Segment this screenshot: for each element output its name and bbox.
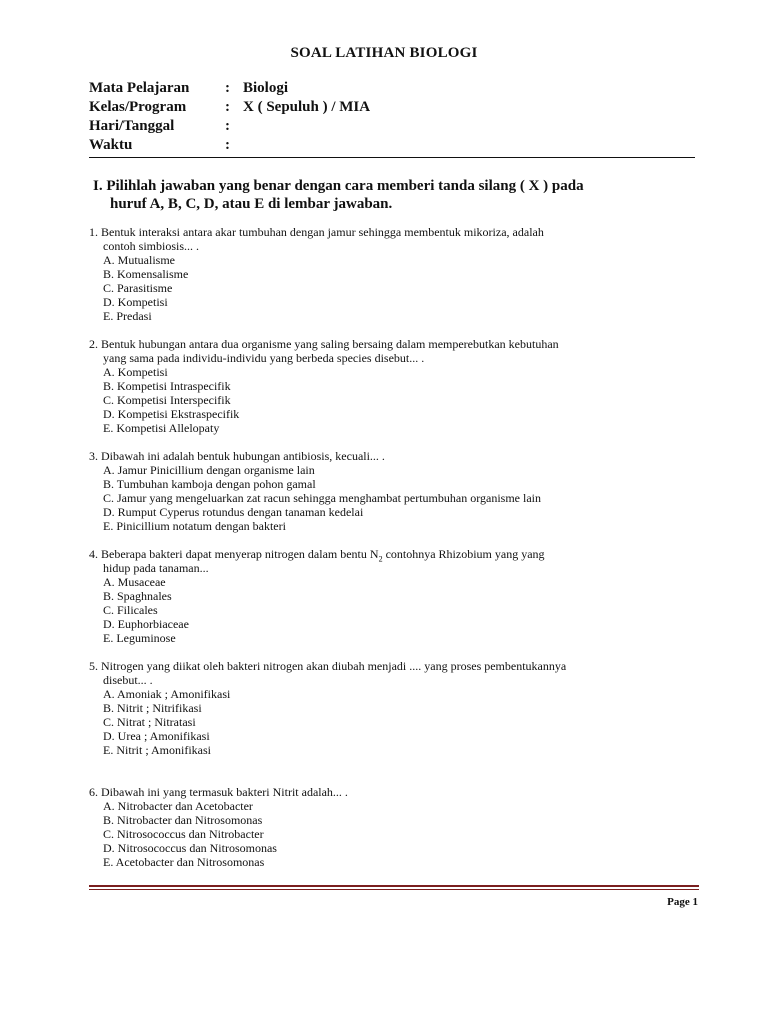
option-e: E. Pinicillium notatum dengan bakteri [103, 519, 286, 533]
option-d: D. Euphorbiaceae [103, 617, 189, 631]
option-e: E. Predasi [103, 309, 152, 323]
question-1 [89, 225, 699, 323]
question-text: 2. Bentuk hubungan antara dua organisme yang saling bersaing dalam memperebutkan kebutuhan [89, 337, 559, 351]
meta-colon: : [225, 137, 230, 153]
option-a: A. Mutualisme [103, 253, 175, 267]
option-e: E. Nitrit ; Amonifikasi [103, 743, 211, 757]
option-c: C. Jamur yang mengeluarkan zat racun sehingga menghambat pertumbuhan organisme lain [103, 491, 541, 505]
option-b: B. Nitrit ; Nitrifikasi [103, 701, 202, 715]
meta-row-time [89, 136, 370, 155]
question-6 [89, 785, 699, 869]
question-2 [89, 337, 699, 435]
instruction-line: I. Pilihlah jawaban yang benar dengan cara memberi tanda silang ( X ) pada [93, 178, 584, 194]
meta-block [89, 79, 370, 155]
instruction [93, 177, 693, 213]
meta-row-subject [89, 79, 370, 98]
question-text: disebut... . [103, 673, 153, 687]
option-b: B. Nitrobacter dan Nitrosomonas [103, 813, 263, 827]
question-3 [89, 449, 699, 533]
question-text: 6. Dibawah ini yang termasuk bakteri Nitrit adalah... . [89, 785, 348, 799]
meta-label: Hari/Tanggal [89, 118, 175, 134]
option-e: E. Kompetisi Allelopaty [103, 421, 220, 435]
meta-label: Waktu [89, 137, 133, 153]
option-d: D. Kompetisi Ekstraspecifik [103, 407, 240, 421]
option-d: D. Urea ; Amonifikasi [103, 729, 210, 743]
page-number: Page 1 [667, 896, 698, 908]
question-text-part: 4. Beberapa bakteri dapat menyerap nitrogen dalam bentu N [89, 547, 379, 561]
option-c: C. Parasitisme [103, 281, 173, 295]
question-text [89, 547, 699, 564]
option-b: B. Tumbuhan kamboja dengan pohon gamal [103, 477, 316, 491]
option-d: D. Rumput Cyperus rotundus dengan tanaman kedelai [103, 505, 364, 519]
option-d: D. Kompetisi [103, 295, 168, 309]
document-title: SOAL LATIHAN BIOLOGI [290, 45, 478, 61]
meta-colon: : [225, 99, 230, 115]
footer-divider [89, 889, 699, 890]
option-c: C. Nitrosococcus dan Nitrobacter [103, 827, 264, 841]
meta-label: Kelas/Program [89, 99, 187, 115]
subscript: 2 [378, 554, 383, 564]
question-text: 1. Bentuk interaksi antara akar tumbuhan dengan jamur sehingga membentuk mikoriza, adalah [89, 225, 544, 239]
option-c: C. Filicales [103, 603, 158, 617]
instruction-line: huruf A, B, C, D, atau E di lembar jawaban. [110, 196, 393, 212]
option-a: A. Amoniak ; Amonifikasi [103, 687, 231, 701]
option-a: A. Kompetisi [103, 365, 168, 379]
option-a: A. Jamur Pinicillium dengan organisme lain [103, 463, 315, 477]
meta-row-date [89, 117, 370, 136]
option-b: B. Kompetisi Intraspecifik [103, 379, 231, 393]
question-4 [89, 547, 699, 645]
question-text-part: contohnya Rhizobium yang yang [382, 547, 545, 561]
question-text: hidup pada tanaman... [103, 561, 209, 575]
meta-colon: : [225, 80, 230, 96]
option-d: D. Nitrosococcus dan Nitrosomonas [103, 841, 277, 855]
footer-divider [89, 885, 699, 887]
option-b: B. Komensalisme [103, 267, 189, 281]
option-c: C. Kompetisi Interspecifik [103, 393, 231, 407]
question-text: yang sama pada individu-individu yang berbeda species disebut... . [103, 351, 425, 365]
question-text: 5. Nitrogen yang diikat oleh bakteri nitrogen akan diubah menjadi .... yang proses pembentukannya [89, 659, 567, 673]
question-text: contoh simbiosis... . [103, 239, 200, 253]
option-b: B. Spaghnales [103, 589, 172, 603]
meta-label: Mata Pelajaran [89, 80, 190, 96]
meta-colon: : [225, 118, 230, 134]
meta-value: Biologi [243, 80, 289, 96]
option-a: A. Musaceae [103, 575, 166, 589]
option-e: E. Leguminose [103, 631, 176, 645]
question-text: 3. Dibawah ini adalah bentuk hubungan antibiosis, kecuali... . [89, 449, 385, 463]
option-e: E. Acetobacter dan Nitrosomonas [103, 855, 265, 869]
meta-row-class [89, 98, 370, 117]
question-5 [89, 659, 699, 757]
option-c: C. Nitrat ; Nitratasi [103, 715, 196, 729]
option-a: A. Nitrobacter dan Acetobacter [103, 799, 253, 813]
header-divider [89, 157, 695, 158]
meta-value: X ( Sepuluh ) / MIA [243, 99, 371, 115]
